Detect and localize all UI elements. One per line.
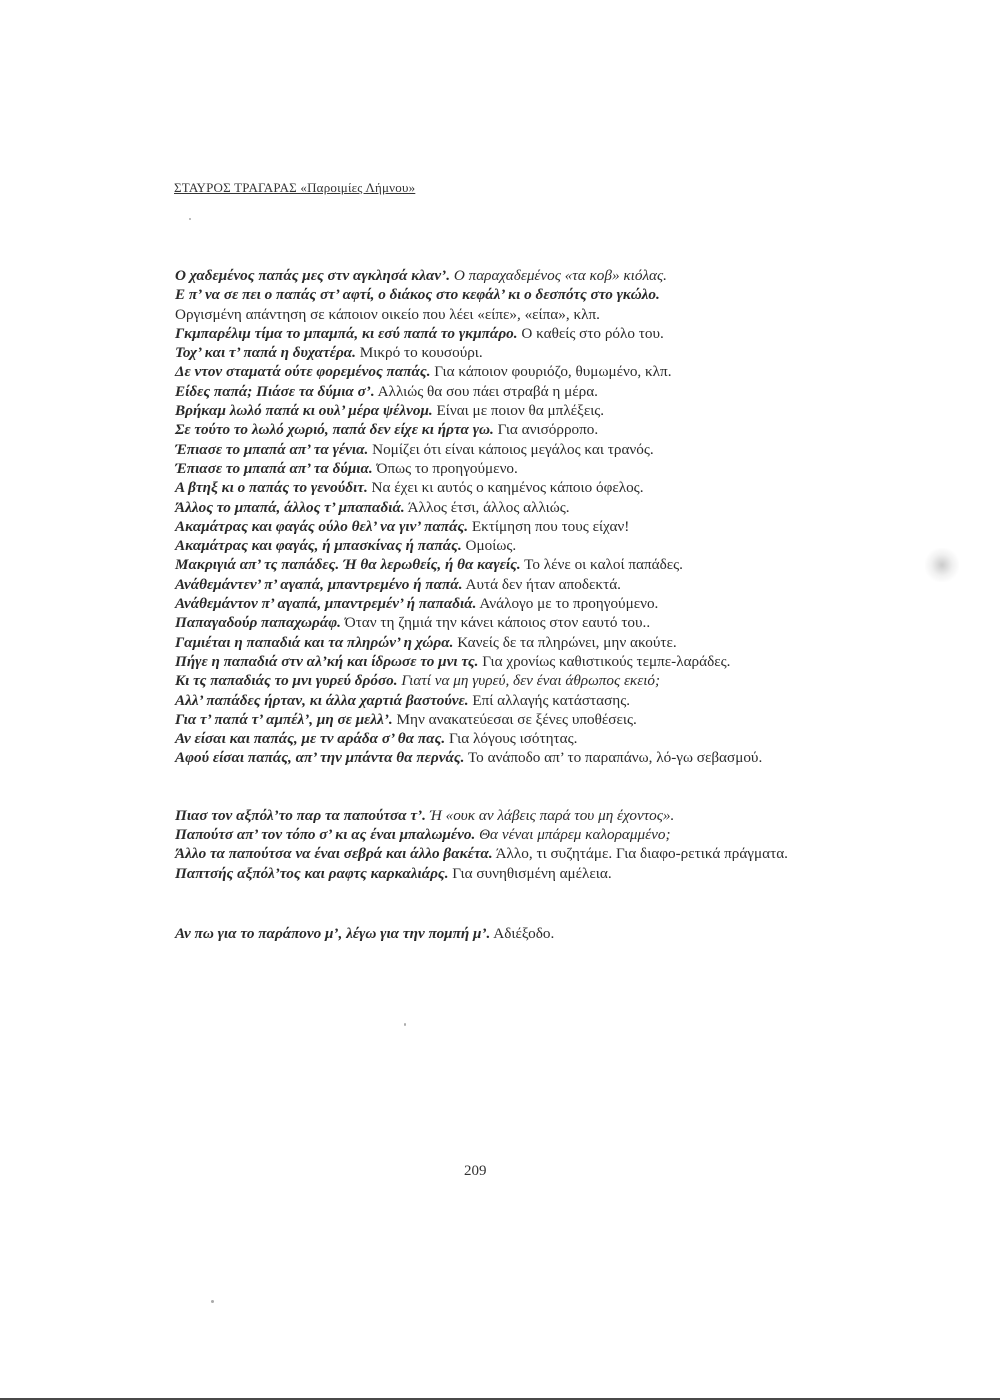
proverb-comment: Όπως το προηγούμενο.	[372, 459, 518, 477]
proverb-entry	[175, 343, 795, 362]
proverb-comment: Για ανισόρροπο.	[493, 421, 599, 439]
proverb-entry	[175, 517, 795, 536]
proverb-text: Πιασ τον αξπόλ’το παρ τα παπούτσα τ’.	[175, 806, 426, 824]
proverb-comment: Να έχει κι αυτός ο καημένος κάποιο όφελος.	[367, 479, 644, 497]
proverb-entry	[175, 401, 795, 420]
proverb-text: Ε π’ να σε πει ο παπάς στ’ αφτί, ο διάκος στο κεφάλ’ κι ο δεσπότς στο γκώλο.	[175, 286, 660, 304]
proverb-text: Αν είσαι και παπάς, με τν αράδα σ’ θα πας.	[175, 730, 446, 748]
proverb-entry	[175, 613, 795, 632]
proverb-section-3	[175, 924, 795, 943]
proverb-entry	[175, 729, 795, 748]
proverb-section-1	[175, 266, 795, 768]
proverb-comment: Για συνηθισμένη αμέλεια.	[448, 864, 612, 882]
scan-speck	[189, 218, 191, 220]
proverb-entry	[175, 285, 795, 304]
proverb-text: Έπιασε το μπαπά απ’ τα γένια.	[175, 440, 369, 458]
proverb-entry	[175, 710, 795, 729]
proverb-text: Σε τούτο το λωλό χωριό, παπά δεν είχε κι ήρτα γω.	[175, 421, 494, 439]
proverb-text: Μακριγιά απ’ τς παπάδες. Ή θα λερωθείς, ή θα καγείς.	[175, 556, 521, 574]
proverb-text: Γκμπαρέλιμ τίμα το μπαμπά, κι εσύ παπά το γκμπάρο.	[175, 324, 518, 342]
proverb-text: Πήγε η παπαδιά στν αλ’κή και ίδρωσε το μνι τς.	[175, 652, 479, 670]
proverb-text: Αν πω για το παράπονο μ’, λέγω για την πομπή μ’.	[175, 924, 491, 942]
proverb-text: Είδες παπά; Πιάσε τα δύμια σ’.	[175, 382, 375, 400]
proverb-text: Τοχ’ και τ’ παπά η δυχατέρα.	[175, 344, 356, 362]
proverb-comment: Αλλιώς θα σου πάει στραβά η μέρα.	[374, 382, 598, 400]
proverb-entry	[175, 266, 795, 285]
proverb-entry	[175, 671, 795, 690]
proverb-text: Δε ντον σταματά ούτε φορεμένος παπάς.	[175, 363, 431, 381]
scan-speck	[211, 1300, 214, 1303]
proverb-comment: Νομίζει ότι είναι κάποιος μεγάλος και τρανός.	[368, 440, 654, 458]
proverb-entry	[175, 924, 795, 943]
proverb-comment: Το ανάποδο απ’ το παραπάνω, λό-γω σεβασμού.	[464, 749, 763, 767]
proverb-entry	[175, 825, 795, 844]
running-header: ΣΤΑΥΡΟΣ ΤΡΑΓΑΡΑΣ «Παροιμίες Λήμνου»	[174, 180, 416, 195]
proverb-comment: Είναι με ποιον θα μπλέξεις.	[432, 402, 605, 420]
proverb-comment: Ο παραχαδεμένος «τα κοβ» κιόλας.	[450, 267, 667, 284]
proverb-text: Για τ’ παπά τ’ αμπέλ’, μη σε μελλ’.	[175, 710, 393, 728]
proverb-entry	[175, 652, 795, 671]
proverb-entry	[175, 382, 795, 401]
proverb-comment: Μικρό το κουσούρι.	[355, 344, 483, 362]
proverb-entry	[175, 806, 795, 825]
proverb-comment: Ο καθείς στο ρόλο του.	[517, 324, 664, 342]
proverb-entry	[175, 459, 795, 478]
proverb-comment: Για λόγους ισότητας.	[445, 730, 578, 748]
proverb-comment: Επί αλλαγής κατάστασης.	[468, 691, 631, 709]
proverb-entry	[175, 555, 795, 574]
proverb-text: Ο χαδεμένος παπάς μες στν αγκλησά κλαν’.	[175, 267, 451, 284]
proverb-comment: Οργισμένη απάντηση σε κάποιον οικείο που λέει «είπε», «είπα», κλπ.	[175, 305, 600, 323]
proverb-text: Ακαμάτρας και φαγάς ούλο θελ’ να γιν’ παπάς.	[175, 517, 469, 535]
proverb-text: Αλλ’ παπάδες ήρταν, κι άλλα χαρτιά βαστούνε.	[175, 691, 469, 709]
proverb-text: Ακαμάτρας και φαγάς, ή μπασκίνας ή παπάς.	[175, 537, 462, 555]
proverb-comment: Για κάποιον φουριόζο, θυμωμένο, κλπ.	[430, 363, 672, 381]
proverb-text: Ανάθεμάντον π’ αγαπά, μπαντρεμέν’ ή παπαδιά.	[175, 595, 477, 613]
proverb-entry	[175, 844, 795, 863]
proverb-text: Παπτσής αξπόλ’τος και ραφτς καρκαλιάρς.	[175, 864, 449, 882]
proverb-comment: Άλλος έτσι, άλλος αλλιώς.	[404, 498, 570, 516]
proverb-entry	[175, 536, 795, 555]
proverb-text: Παπούτσ απ’ τον τόπο σ’ κι ας έναι μπαλωμένο.	[175, 826, 476, 844]
proverb-comment: Άλλο, τι συζητάμε. Για διαφο-ρετικά πράγματα.	[492, 845, 788, 863]
proverb-entry	[175, 748, 795, 767]
proverb-text: Άλλος το μπαπά, άλλος τ’ μπαπαδιά.	[175, 498, 405, 516]
proverb-entry	[175, 498, 795, 517]
proverb-comment: Ή «ουκ αν λάβεις παρά του μη έχοντος».	[425, 806, 675, 824]
proverb-comment: Μην ανακατεύεσαι σε ξένες υποθέσεις.	[392, 710, 637, 728]
proverb-entry	[175, 324, 795, 343]
proverb-entry	[175, 478, 795, 497]
proverb-comment: Ανάλογο με το προηγούμενο.	[476, 595, 659, 613]
proverb-text: Ανάθεμάντεν’ π’ αγαπά, μπαντρεμένο ή παπά.	[175, 575, 463, 593]
proverb-entry	[175, 594, 795, 613]
proverb-text: Κι τς παπαδιάς το μνι γυρεύ δρόσο.	[175, 672, 398, 690]
proverb-comment: Για χρονίως καθιστικούς τεμπε-λαράδες.	[478, 652, 731, 670]
proverb-text: Α βτηξ κι ο παπάς το γενούδιτ.	[175, 479, 368, 497]
proverb-text: Αφού είσαι παπάς, απ’ την μπάντα θα περνάς.	[175, 749, 465, 767]
proverb-comment: Όταν τη ζημιά την κάνει κάποιος στον εαυτό του..	[340, 614, 651, 632]
proverb-entry	[175, 691, 795, 710]
scan-speck	[404, 1023, 406, 1026]
proverb-text: Παπαγαδούρ παπαχωράφ.	[175, 614, 341, 632]
proverb-entry	[175, 362, 795, 381]
proverb-comment: Αυτά δεν ήταν αποδεκτά.	[462, 575, 621, 593]
proverb-entry	[175, 633, 795, 652]
proverb-text: Άλλο τα παπούτσα να έναι σεβρά και άλλο βακέτα.	[175, 845, 493, 863]
proverb-text: Βρήκαμ λωλό παπά κι ουλ’ μέρα ψέλνομ.	[175, 402, 433, 420]
proverb-entry	[175, 575, 795, 594]
scan-smudge	[925, 548, 959, 582]
proverb-body	[175, 266, 795, 943]
proverb-section-2	[175, 806, 795, 883]
proverb-comment: Γιατί να μη γυρεύ, δεν έναι άθρωπος εκειό;	[397, 672, 661, 690]
proverb-comment: Αδιέξοδο.	[490, 924, 555, 942]
proverb-comment: Εκτίμηση που τους είχαν!	[468, 517, 630, 535]
proverb-entry	[175, 440, 795, 459]
proverb-entry	[175, 420, 795, 439]
proverb-entry	[175, 305, 795, 324]
proverb-text: Γαμιέται η παπαδιά και τα πληρών’ η χώρα.	[175, 633, 454, 651]
proverb-comment: Κανείς δε τα πληρώνει, μην ακούτε.	[453, 633, 677, 651]
proverb-comment: Το λένε οι καλοί παπάδες.	[520, 556, 683, 574]
proverb-comment: Ομοίως.	[461, 537, 517, 555]
page-number: 209	[464, 1163, 487, 1179]
proverb-comment: Θα νέναι μπάρεμ καλοραμμένο;	[475, 826, 671, 844]
proverb-entry	[175, 864, 795, 883]
proverb-text: Έπιασε το μπαπά απ’ τα δύμια.	[175, 459, 373, 477]
